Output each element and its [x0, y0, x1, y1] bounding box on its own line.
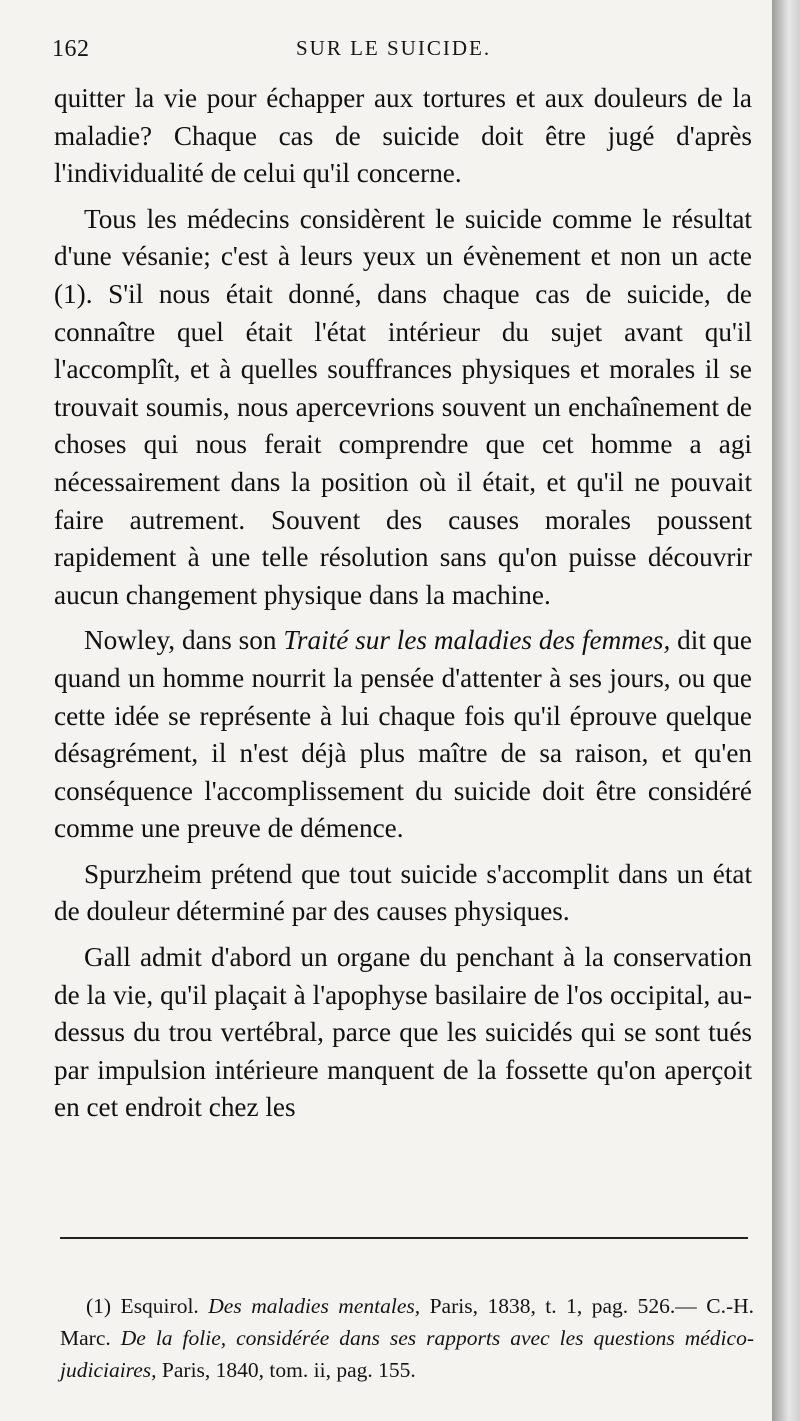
page-header — [52, 36, 752, 76]
main-text — [54, 80, 752, 1135]
paragraph-gall — [54, 939, 752, 1127]
paragraph-text: dit que quand un homme nourrit la pensée d'attenter à ses jours, ou que cette idée se représente à lui chaque fois qu'il éprouve quelque désagrément, il n'est déjà plus maître de sa raison, et qu'en conséquence l'accomplissement du suicide doit être considéré comme une preuve de démence. — [54, 625, 752, 844]
footnote-paragraph — [60, 1290, 754, 1386]
footnote-details: Paris, 1838, t. 1, pag. 526.— C.-H. Marc. — [60, 1294, 755, 1350]
footnote-details: Paris, 1840, tom. ii, pag. 155. — [156, 1358, 416, 1382]
work-title: Traité sur les maladies des femmes, — [283, 625, 671, 656]
footnote-mark: (1) — [86, 1294, 112, 1318]
footnote-title: Des maladies mentales, — [208, 1294, 421, 1318]
paragraph-text: quitter la vie pour échapper aux tortures et aux douleurs de la maladie? Chaque cas de suicide doit être jugé d'après l'individualité de celui qu'il concerne. — [54, 83, 752, 189]
footnote-author: Esquirol. — [111, 1294, 209, 1318]
paragraph-text: Nowley, dans son — [84, 625, 284, 656]
running-title: SUR LE SUICIDE. — [296, 36, 492, 60]
paragraph-continued — [54, 80, 752, 193]
paragraph-text: Gall admit d'abord un organe du penchant à la conservation de la vie, qu'il plaçait à l'apophyse basilaire de l'os occipital, au-dessus du trou vertébral, parce que les suicidés qui se sont tués par impulsion intérieure manquent de la fossette qu'on aperçoit en cet endroit chez les — [54, 942, 752, 1123]
paragraph-text: Tous les médecins considèrent le suicide comme le résultat d'une vésanie; c'est à leurs yeux un évènement et non un acte (1). S'il nous était donné, dans chaque cas de suicide, de connaître quel était l'état intérieur du sujet avant qu'il l'accomplît, et à quelles souffrances physiques et morales il se trouvait soumis, nous apercevrions souvent un enchaînement de choses qui nous ferait comprendre que cet homme a agi nécessairement dans la position où il était, et qu'il ne pouvait faire autrement. Souvent des causes morales poussent rapidement à une telle résolution sans qu'on puisse découvrir aucun changement physique dans la machine. — [54, 203, 752, 610]
paragraph-medecins — [54, 201, 752, 615]
page-edge — [772, 0, 800, 1421]
footnote-title: De la folie, considérée dans ses rapports avec les questions médico-judiciaires, — [60, 1326, 754, 1382]
paragraph-text: Spurzheim prétend que tout suicide s'accomplit dans un état de douleur déterminé par des causes physiques. — [54, 858, 752, 927]
paragraph-spurzheim — [54, 856, 752, 931]
footnote-rule — [60, 1237, 748, 1239]
footnote — [60, 1290, 754, 1386]
paragraph-nowley — [54, 622, 752, 848]
page-number: 162 — [52, 36, 90, 62]
